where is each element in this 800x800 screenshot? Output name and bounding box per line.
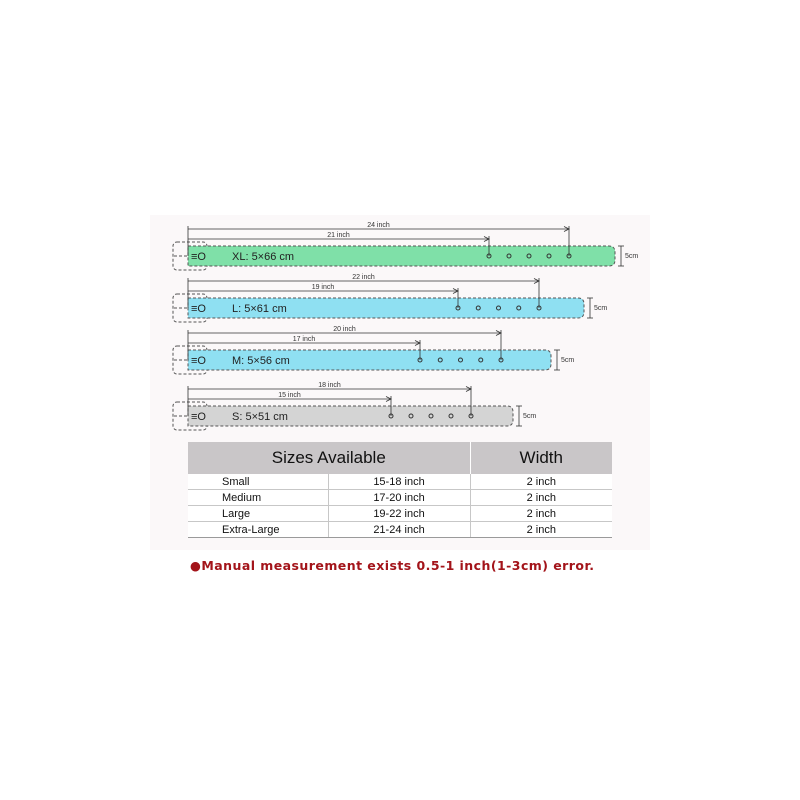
- outer-length-label: 22 inch: [352, 274, 375, 281]
- outer-length-label: 18 inch: [318, 382, 341, 389]
- size-name: Extra-Large: [188, 522, 328, 538]
- size-name: Medium: [188, 490, 328, 506]
- table-row: [188, 474, 612, 490]
- width-label: 5cm: [523, 413, 537, 420]
- outer-length-label: 24 inch: [367, 222, 390, 229]
- outer-length-label: 20 inch: [333, 326, 356, 333]
- header-width: Width: [470, 442, 612, 474]
- size-table-header: [188, 442, 612, 474]
- belt-size-label: XL: 5×66 cm: [232, 251, 295, 263]
- size-range: 21-24 inch: [328, 522, 470, 538]
- inner-length-label: 17 inch: [292, 336, 316, 343]
- width-label: 5cm: [594, 305, 608, 312]
- table-row: [188, 522, 612, 538]
- size-width: 2 inch: [470, 506, 612, 522]
- header-sizes-available: Sizes Available: [188, 442, 470, 474]
- inner-length-label: 21 inch: [327, 232, 350, 239]
- inner-length-label: 15 inch: [278, 392, 301, 399]
- buckle-mark: ≡O: [191, 355, 206, 367]
- size-width: 2 inch: [470, 522, 612, 538]
- buckle-mark: ≡O: [191, 251, 206, 263]
- buckle-mark: ≡O: [191, 303, 206, 315]
- table-row: [188, 490, 612, 506]
- buckle-mark: ≡O: [191, 411, 206, 423]
- size-range: 17-20 inch: [328, 490, 470, 506]
- belt-size-label: L: 5×61 cm: [232, 303, 287, 315]
- table-row: [188, 506, 612, 522]
- belt-size-label: S: 5×51 cm: [232, 411, 288, 423]
- belt-size-label: M: 5×56 cm: [232, 355, 290, 367]
- size-name: Large: [188, 506, 328, 522]
- width-label: 5cm: [561, 357, 575, 364]
- inner-length-label: 19 inch: [311, 284, 335, 291]
- width-label: 5cm: [625, 253, 639, 260]
- measurement-note: ●Manual measurement exists 0.5-1 inch(1-3cm) error.: [190, 558, 595, 573]
- size-table: [188, 442, 612, 538]
- size-width: 2 inch: [470, 474, 612, 490]
- belt-0: [173, 222, 638, 270]
- size-range: 19-22 inch: [328, 506, 470, 522]
- size-range: 15-18 inch: [328, 474, 470, 490]
- size-name: Small: [188, 474, 328, 490]
- size-width: 2 inch: [470, 490, 612, 506]
